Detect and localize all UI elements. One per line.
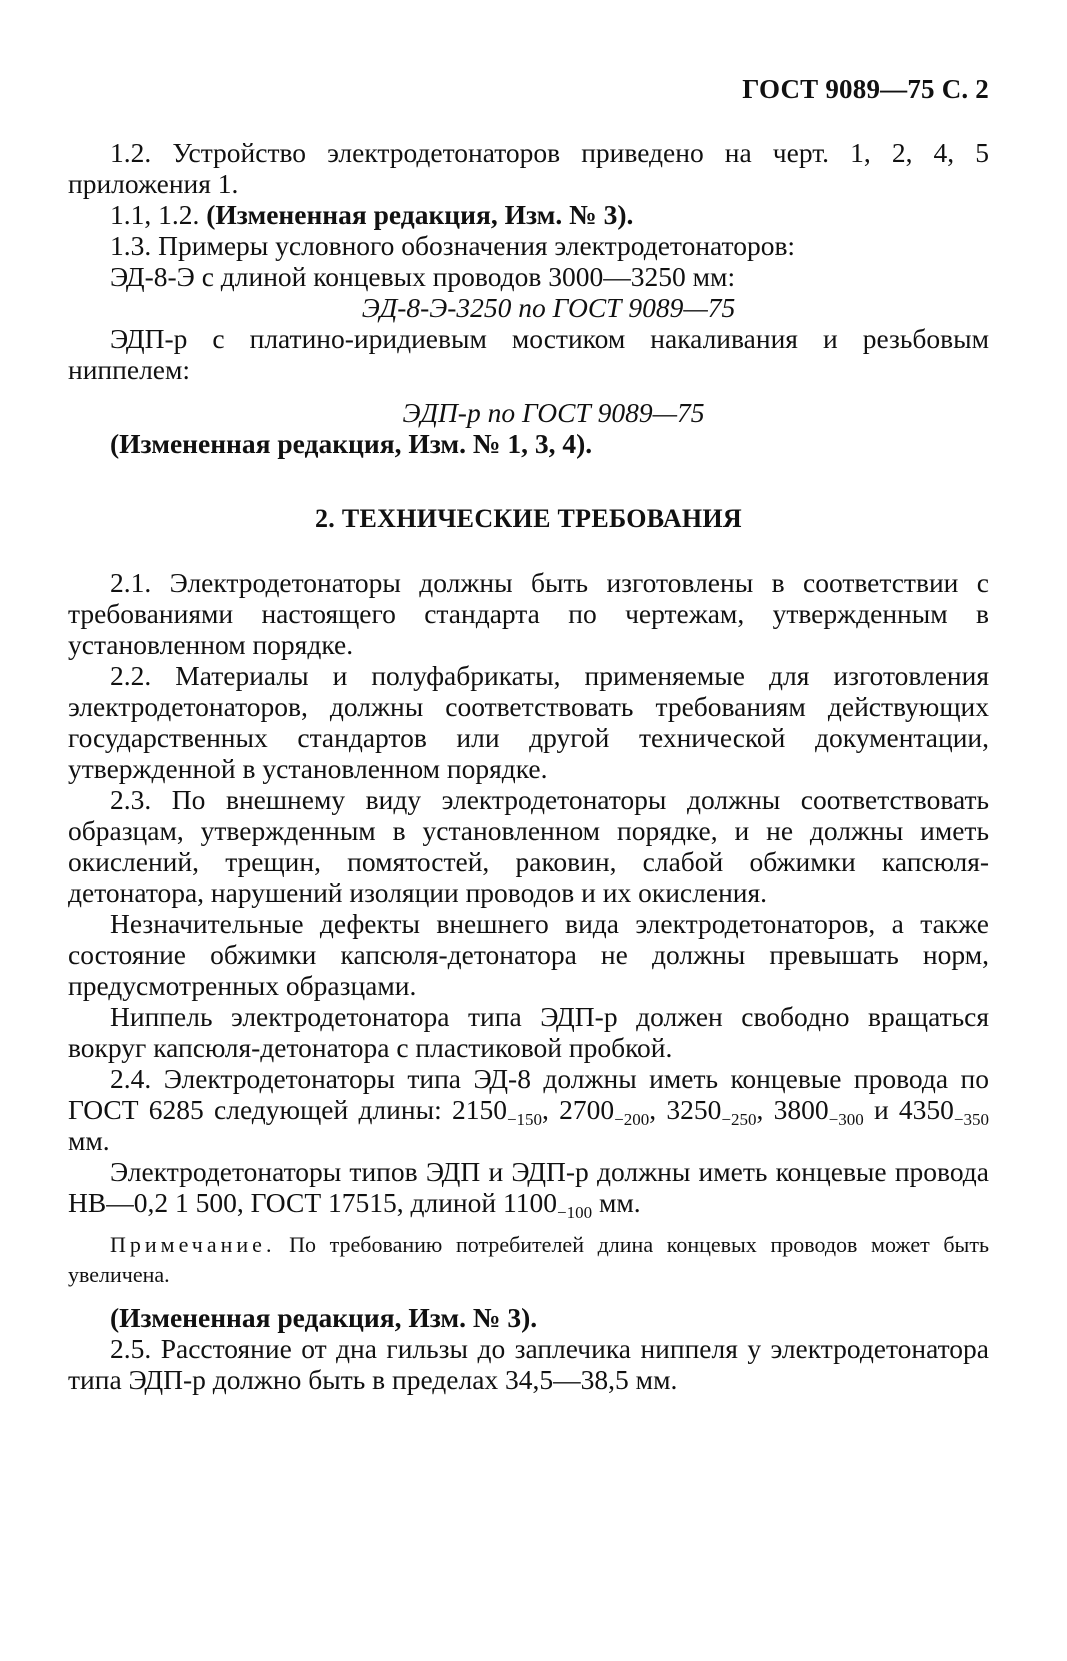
clause-2-4-edp — [68, 1156, 989, 1222]
note-label: Примечание. — [110, 1232, 276, 1257]
section-2-title: 2. ТЕХНИЧЕСКИЕ ТРЕБОВАНИЯ — [314, 504, 743, 533]
page-header: ГОСТ 9089—75 С. 2 — [742, 74, 989, 104]
clause-2-4 — [68, 1063, 989, 1156]
example-2-designation: ЭДП-р по ГОСТ 9089—75 — [402, 397, 705, 428]
clause-2-5: 2.5. Расстояние от дна гильзы до заплечика ниппеля у электродетонатора типа ЭДП-р должно быть в пределах 34,5—38,5 мм. — [68, 1333, 989, 1395]
amendment-1-text: (Измененная редакция, Изм. № 3). — [206, 199, 634, 230]
note — [68, 1230, 989, 1290]
clause-1-3: 1.3. Примеры условного обозначения электродетонаторов: — [110, 230, 796, 261]
tolerance-350: −350 — [953, 1110, 990, 1129]
clause-2-4-text-f: мм. — [68, 1125, 110, 1156]
clause-2-4-text-d: , 3800 — [756, 1094, 829, 1125]
example-1-designation: ЭД-8-Э-3250 по ГОСТ 9089—75 — [361, 292, 736, 323]
tolerance-300: −300 — [828, 1110, 864, 1129]
document-body — [68, 137, 989, 1395]
clause-2-1: 2.1. Электродетонаторы должны быть изготовлены в соответствии с требованиями настоящего стандарта по чертежам, утвержденным в установленном порядке. — [68, 567, 989, 660]
amendment-note-2: (Измененная редакция, Изм. № 1, 3, 4). — [110, 428, 593, 459]
amendment-note-3: (Измененная редакция, Изм. № 3). — [110, 1302, 538, 1333]
amendment-note-1 — [68, 199, 989, 230]
note-text: По требованию потребителей длина концевых проводов может быть увеличена. — [68, 1232, 989, 1287]
clause-2-4-text-e: и 4350 — [863, 1094, 954, 1125]
example-1-description: ЭД-8-Э с длиной концевых проводов 3000—3250 мм: — [110, 261, 736, 292]
tolerance-250: −250 — [721, 1110, 757, 1129]
clause-2-3: 2.3. По внешнему виду электродетонаторы должны соответствовать образцам, утвержденным в установленном порядке, и не должны иметь окислений, трещин, помятостей, раковин, слабой обжимки капсюля-детонатора, нарушений изоляции проводов и их окисления. — [68, 784, 989, 908]
example-2-description: ЭДП-р с платино-иридиевым мостиком накаливания и резьбовым ниппелем: — [68, 323, 989, 385]
clause-2-4-text-a: 2.4. Электродетонаторы типа ЭД-8 должны иметь концевые провода по ГОСТ 6285 следующей длины: 2150 — [68, 1063, 989, 1125]
clause-2-4-text-b: , 2700 — [542, 1094, 615, 1125]
amendment-1-clauses: 1.1, 1.2. — [110, 199, 200, 230]
clause-2-2: 2.2. Материалы и полуфабрикаты, применяемые для изготовления электродетонаторов, должны соответствовать требованиям действующих государственных стандартов или другой технической документации, утвержденной в установленном порядке. — [68, 660, 989, 784]
clause-2-4-edp-text-a: Электродетонаторы типов ЭДП и ЭДП-р должны иметь концевые провода НВ—0,2 1 500, ГОСТ 17515, длиной 1100 — [68, 1156, 989, 1218]
tolerance-100: −100 — [556, 1203, 593, 1222]
tolerance-150: −150 — [506, 1110, 543, 1129]
clause-2-4-edp-text-b: мм. — [592, 1187, 641, 1218]
clause-2-3-defects: Незначительные дефекты внешнего вида электродетонаторов, а также состояние обжимки капсюля-детонатора не должны превышать норм, предусмотренных образцами. — [68, 908, 989, 1001]
clause-1-2: 1.2. Устройство электродетонаторов приведено на черт. 1, 2, 4, 5 приложения 1. — [68, 137, 989, 199]
tolerance-200: −200 — [614, 1110, 650, 1129]
clause-2-3-nipple: Ниппель электродетонатора типа ЭДП-р должен свободно вращаться вокруг капсюля-детонатора с пластиковой пробкой. — [68, 1001, 989, 1063]
clause-2-4-text-c: , 3250 — [649, 1094, 722, 1125]
